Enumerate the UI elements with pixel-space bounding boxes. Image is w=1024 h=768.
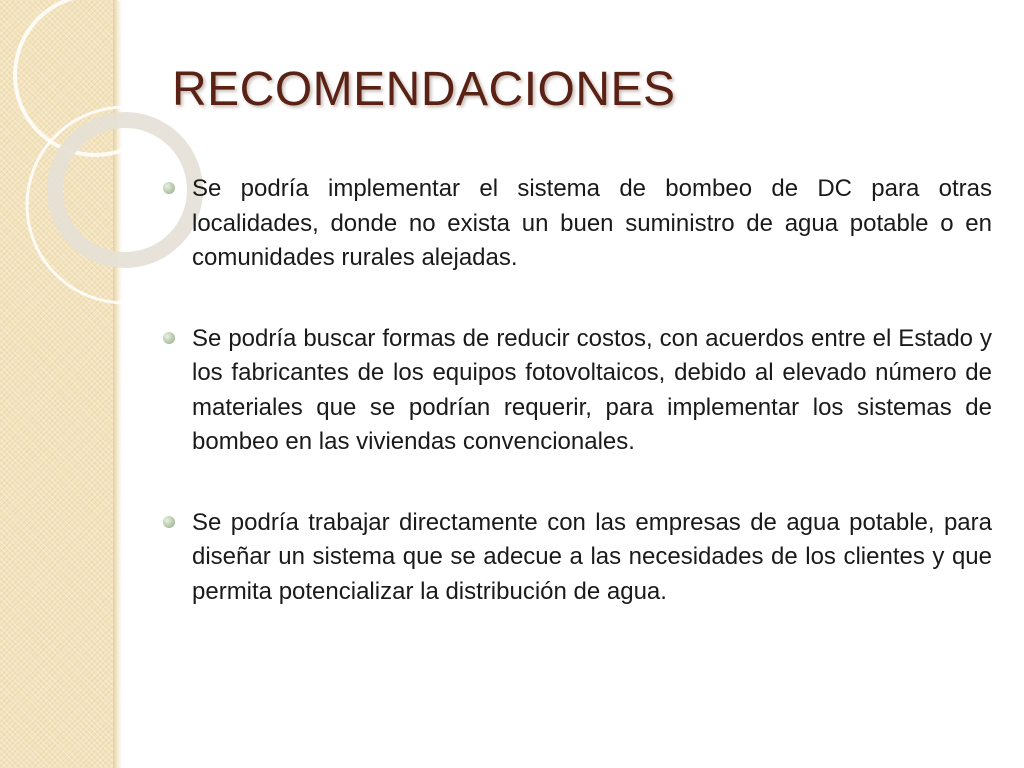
bullet-icon [163, 332, 175, 344]
bullet-text: Se podría buscar formas de reducir costos, con acuerdos entre el Estado y los fabricantes de los equipos fotovoltaicos, debido al elevado número de materiales que se podrían requerir, para implementar los sistemas de bombeo en las viviendas convencionales. [192, 324, 992, 455]
bullet-item [160, 172, 992, 276]
bullet-icon [163, 516, 175, 528]
bullet-text: Se podría trabajar directamente con las empresas de agua potable, para diseñar un sistema que se adecue a las necesidades de los clientes y que permita potencializar la distribución de agua. [192, 508, 992, 605]
bullet-item [160, 506, 992, 610]
bullet-item [160, 322, 992, 460]
bullet-icon [163, 182, 175, 194]
recommendations-list [160, 172, 992, 655]
slide-title: RECOMENDACIONES [172, 63, 676, 116]
bullet-text: Se podría implementar el sistema de bombeo de DC para otras localidades, donde no exista un buen suministro de agua potable o en comunidades rurales alejadas. [192, 175, 992, 271]
